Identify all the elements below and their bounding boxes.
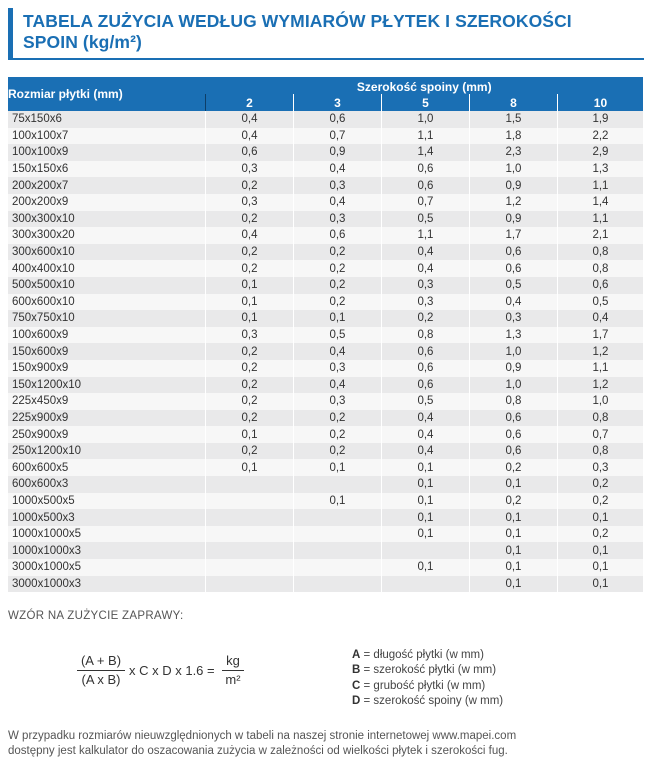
consumption-value-cell: 0,2 [206, 211, 294, 228]
consumption-value-cell: 0,2 [381, 310, 469, 327]
consumption-value-cell: 0,8 [557, 244, 643, 261]
consumption-value-cell [293, 509, 381, 526]
consumption-value-cell: 0,3 [293, 177, 381, 194]
consumption-value-cell: 1,1 [557, 177, 643, 194]
consumption-value-cell: 0,2 [206, 443, 294, 460]
consumption-value-cell: 0,1 [469, 576, 557, 593]
consumption-value-cell: 0,6 [381, 161, 469, 178]
table-row [8, 509, 643, 526]
tile-size-cell: 200x200x7 [8, 177, 206, 194]
consumption-value-cell: 0,6 [469, 426, 557, 443]
consumption-value-cell: 0,2 [206, 177, 294, 194]
consumption-value-cell: 1,0 [381, 111, 469, 128]
footnote-line-2: dostępny jest kalkulator do oszacowania zużycia w zależności od wielkości płytek i szerokości fug. [8, 745, 508, 757]
consumption-value-cell: 0,1 [381, 559, 469, 576]
table-row [8, 244, 643, 261]
table-row [8, 526, 643, 543]
consumption-value-cell: 0,1 [293, 310, 381, 327]
consumption-value-cell: 0,2 [557, 526, 643, 543]
consumption-value-cell: 0,6 [469, 443, 557, 460]
consumption-value-cell: 1,0 [469, 377, 557, 394]
tile-size-cell: 1000x1000x5 [8, 526, 206, 543]
consumption-value-cell: 0,4 [293, 377, 381, 394]
table-row [8, 144, 643, 161]
consumption-value-cell: 1,1 [557, 360, 643, 377]
tile-size-cell: 3000x1000x5 [8, 559, 206, 576]
consumption-value-cell: 0,4 [381, 244, 469, 261]
table-row [8, 393, 643, 410]
table-row [8, 227, 643, 244]
consumption-value-cell: 0,4 [381, 410, 469, 427]
tile-size-cell: 600x600x10 [8, 294, 206, 311]
consumption-value-cell [206, 509, 294, 526]
footnote-line-1: W przypadku rozmiarów nieuwzględnionych w tabeli na naszej stronie internetowej www.mapei.com [8, 730, 517, 742]
consumption-value-cell: 0,3 [381, 277, 469, 294]
consumption-value-cell: 0,5 [381, 393, 469, 410]
consumption-value-cell: 1,2 [557, 377, 643, 394]
consumption-value-cell: 0,7 [381, 194, 469, 211]
tile-size-cell: 500x500x10 [8, 277, 206, 294]
tile-size-cell: 3000x1000x3 [8, 576, 206, 593]
table-row [8, 294, 643, 311]
consumption-value-cell: 0,6 [293, 111, 381, 128]
consumption-value-cell: 0,5 [381, 211, 469, 228]
table-row [8, 194, 643, 211]
tile-size-cell: 150x600x9 [8, 343, 206, 360]
legend-item: A = długość płytki (w mm) [352, 649, 484, 661]
consumption-value-cell: 0,3 [206, 327, 294, 344]
tile-size-cell: 300x600x10 [8, 244, 206, 261]
consumption-value-cell: 0,8 [557, 443, 643, 460]
consumption-value-cell [206, 493, 294, 510]
consumption-value-cell: 0,3 [206, 194, 294, 211]
tile-size-cell: 1000x500x5 [8, 493, 206, 510]
consumption-value-cell [206, 576, 294, 593]
consumption-value-cell: 0,9 [469, 177, 557, 194]
consumption-value-cell: 0,3 [293, 211, 381, 228]
consumption-value-cell: 0,4 [206, 128, 294, 145]
consumption-value-cell: 0,6 [206, 144, 294, 161]
consumption-value-cell: 0,2 [293, 294, 381, 311]
consumption-value-cell: 0,2 [293, 260, 381, 277]
consumption-value-cell: 0,9 [293, 144, 381, 161]
formula-fraction [77, 653, 125, 688]
consumption-value-cell: 1,5 [469, 111, 557, 128]
consumption-value-cell: 0,4 [469, 294, 557, 311]
tile-size-cell: 100x100x9 [8, 144, 206, 161]
table-row [8, 493, 643, 510]
consumption-value-cell: 1,0 [557, 393, 643, 410]
consumption-value-cell: 0,6 [381, 177, 469, 194]
consumption-table [8, 77, 643, 592]
consumption-value-cell: 1,4 [381, 144, 469, 161]
consumption-value-cell: 0,6 [381, 360, 469, 377]
table-row [8, 426, 643, 443]
consumption-value-cell: 0,1 [293, 493, 381, 510]
consumption-value-cell: 0,2 [469, 459, 557, 476]
table-row [8, 211, 643, 228]
width-header: 3 [293, 94, 381, 111]
consumption-value-cell: 1,0 [469, 161, 557, 178]
consumption-value-cell: 1,0 [469, 343, 557, 360]
title-line-2: SPOIN (kg/m²) [23, 32, 142, 52]
consumption-value-cell: 0,1 [206, 294, 294, 311]
tile-size-cell: 250x1200x10 [8, 443, 206, 460]
consumption-value-cell [293, 476, 381, 493]
consumption-value-cell: 0,4 [293, 194, 381, 211]
tile-size-cell: 100x100x7 [8, 128, 206, 145]
tile-size-cell: 225x900x9 [8, 410, 206, 427]
tile-size-cell: 200x200x9 [8, 194, 206, 211]
consumption-value-cell: 0,2 [293, 443, 381, 460]
consumption-value-cell: 0,5 [469, 277, 557, 294]
consumption-value-cell: 0,1 [469, 542, 557, 559]
consumption-value-cell: 0,1 [381, 509, 469, 526]
consumption-value-cell: 2,9 [557, 144, 643, 161]
consumption-value-cell: 0,1 [557, 542, 643, 559]
consumption-value-cell: 0,6 [469, 410, 557, 427]
consumption-value-cell: 1,4 [557, 194, 643, 211]
consumption-value-cell: 0,1 [557, 559, 643, 576]
table-row [8, 327, 643, 344]
tile-size-cell: 600x600x5 [8, 459, 206, 476]
consumption-value-cell [381, 576, 469, 593]
formula-denominator: (A x B) [81, 672, 121, 687]
formula-label: WZÓR NA ZUŻYCIE ZAPRAWY: [8, 610, 184, 622]
consumption-value-cell: 0,4 [557, 310, 643, 327]
tile-size-cell: 100x600x9 [8, 327, 206, 344]
consumption-value-cell: 0,4 [206, 227, 294, 244]
table-row [8, 542, 643, 559]
size-column-header: Rozmiar płytki (mm) [8, 77, 206, 111]
consumption-value-cell: 1,8 [469, 128, 557, 145]
tile-size-cell: 150x150x6 [8, 161, 206, 178]
consumption-value-cell [293, 559, 381, 576]
width-header: 2 [206, 94, 294, 111]
consumption-value-cell: 0,1 [469, 509, 557, 526]
consumption-value-cell: 0,8 [557, 410, 643, 427]
table-row [8, 443, 643, 460]
consumption-value-cell: 0,1 [206, 277, 294, 294]
table-row [8, 161, 643, 178]
consumption-value-cell: 0,3 [293, 360, 381, 377]
consumption-value-cell: 0,6 [469, 244, 557, 261]
consumption-value-cell: 0,4 [381, 260, 469, 277]
consumption-value-cell: 0,2 [293, 244, 381, 261]
legend-item: D = szerokość spoiny (w mm) [352, 694, 504, 707]
table-row [8, 576, 643, 593]
formula-legend [352, 648, 503, 709]
consumption-value-cell: 0,1 [381, 493, 469, 510]
table-row [8, 177, 643, 194]
joint-width-group-header: Szerokość spoiny (mm) [206, 77, 644, 94]
consumption-value-cell: 0,3 [469, 310, 557, 327]
consumption-value-cell: 0,8 [469, 393, 557, 410]
consumption-value-cell: 0,6 [469, 260, 557, 277]
consumption-value-cell: 0,4 [293, 343, 381, 360]
tile-size-cell: 1000x1000x3 [8, 542, 206, 559]
consumption-value-cell: 0,2 [206, 393, 294, 410]
consumption-value-cell: 0,1 [206, 310, 294, 327]
tile-size-cell: 600x600x3 [8, 476, 206, 493]
tile-size-cell: 225x450x9 [8, 393, 206, 410]
consumption-value-cell [293, 526, 381, 543]
consumption-value-cell: 1,2 [557, 343, 643, 360]
tile-size-cell: 400x400x10 [8, 260, 206, 277]
consumption-value-cell: 0,2 [206, 360, 294, 377]
consumption-value-cell: 0,6 [557, 277, 643, 294]
consumption-value-cell: 0,2 [557, 493, 643, 510]
consumption-value-cell: 0,1 [293, 459, 381, 476]
consumption-value-cell: 0,4 [293, 161, 381, 178]
consumption-value-cell: 0,6 [293, 227, 381, 244]
consumption-value-cell: 0,4 [381, 426, 469, 443]
consumption-value-cell: 1,3 [557, 161, 643, 178]
table-row [8, 459, 643, 476]
consumption-value-cell: 0,2 [469, 493, 557, 510]
consumption-value-cell: 0,1 [206, 459, 294, 476]
consumption-value-cell: 1,1 [557, 211, 643, 228]
consumption-value-cell: 0,2 [557, 476, 643, 493]
consumption-value-cell: 2,1 [557, 227, 643, 244]
formula-numerator: (A + B) [77, 653, 125, 671]
consumption-value-cell: 0,2 [293, 410, 381, 427]
page-title [23, 11, 623, 53]
consumption-value-cell: 0,1 [206, 426, 294, 443]
tile-size-cell: 250x900x9 [8, 426, 206, 443]
consumption-value-cell: 0,9 [469, 360, 557, 377]
table-row [8, 360, 643, 377]
table-row [8, 260, 643, 277]
legend-item: C = grubość płytki (w mm) [352, 679, 486, 692]
table-row [8, 410, 643, 427]
tile-size-cell: 750x750x10 [8, 310, 206, 327]
consumption-value-cell: 0,9 [469, 211, 557, 228]
table-row [8, 277, 643, 294]
consumption-value-cell [206, 542, 294, 559]
consumption-value-cell: 0,1 [381, 526, 469, 543]
consumption-value-cell: 0,2 [206, 244, 294, 261]
consumption-value-cell: 0,1 [381, 476, 469, 493]
consumption-value-cell: 0,2 [206, 343, 294, 360]
consumption-value-cell: 0,1 [557, 509, 643, 526]
consumption-value-cell: 0,1 [381, 459, 469, 476]
consumption-value-cell: 0,1 [469, 526, 557, 543]
formula-unit-numerator: kg [222, 653, 244, 671]
title-line-1: TABELA ZUŻYCIA WEDŁUG WYMIARÓW PŁYTEK I SZEROKOŚCI [23, 11, 572, 31]
consumption-value-cell: 0,3 [206, 161, 294, 178]
consumption-value-cell: 0,2 [293, 426, 381, 443]
title-block [8, 8, 644, 60]
width-header: 5 [381, 94, 469, 111]
width-header: 10 [557, 94, 643, 111]
consumption-value-cell: 0,8 [557, 260, 643, 277]
table-body [8, 111, 643, 592]
consumption-value-cell: 1,2 [469, 194, 557, 211]
consumption-value-cell: 2,2 [557, 128, 643, 145]
consumption-value-cell: 1,7 [469, 227, 557, 244]
tile-size-cell: 150x1200x10 [8, 377, 206, 394]
consumption-value-cell: 1,9 [557, 111, 643, 128]
consumption-value-cell: 0,2 [293, 277, 381, 294]
consumption-value-cell: 0,3 [557, 459, 643, 476]
consumption-value-cell: 0,4 [206, 111, 294, 128]
legend-item: B = szerokość płytki (w mm) [352, 664, 497, 677]
footnote [8, 729, 648, 759]
table-row [8, 559, 643, 576]
consumption-value-cell: 0,1 [469, 476, 557, 493]
consumption-value-cell: 0,3 [381, 294, 469, 311]
consumption-value-cell: 0,5 [293, 327, 381, 344]
consumption-value-cell: 1,1 [381, 128, 469, 145]
consumption-value-cell: 0,2 [206, 410, 294, 427]
consumption-value-cell: 0,1 [557, 576, 643, 593]
consumption-value-cell [381, 542, 469, 559]
consumption-value-cell: 0,6 [381, 377, 469, 394]
consumption-value-cell: 0,7 [557, 426, 643, 443]
tile-size-cell: 75x150x6 [8, 111, 206, 128]
consumption-value-cell [293, 576, 381, 593]
table-row [8, 128, 643, 145]
consumption-value-cell: 1,7 [557, 327, 643, 344]
table-row [8, 343, 643, 360]
consumption-value-cell: 0,7 [293, 128, 381, 145]
table-row [8, 310, 643, 327]
table-row [8, 476, 643, 493]
consumption-value-cell: 0,3 [293, 393, 381, 410]
consumption-value-cell: 2,3 [469, 144, 557, 161]
tile-size-cell: 300x300x20 [8, 227, 206, 244]
consumption-value-cell: 0,8 [381, 327, 469, 344]
consumption-value-cell: 1,1 [381, 227, 469, 244]
formula-middle: x C x D x 1.6 = [129, 663, 215, 678]
table-row [8, 111, 643, 128]
formula-unit-denominator: m² [225, 672, 241, 687]
consumption-value-cell: 0,6 [381, 343, 469, 360]
consumption-value-cell: 0,1 [469, 559, 557, 576]
consumption-value-cell [206, 526, 294, 543]
consumption-value-cell: 0,5 [557, 294, 643, 311]
table-row [8, 377, 643, 394]
tile-size-cell: 300x300x10 [8, 211, 206, 228]
consumption-value-cell [206, 559, 294, 576]
consumption-value-cell [293, 542, 381, 559]
width-header: 8 [469, 94, 557, 111]
tile-size-cell: 150x900x9 [8, 360, 206, 377]
tile-size-cell: 1000x500x3 [8, 509, 206, 526]
consumption-value-cell: 0,2 [206, 260, 294, 277]
consumption-value-cell: 0,2 [206, 377, 294, 394]
consumption-value-cell [206, 476, 294, 493]
consumption-value-cell: 0,4 [381, 443, 469, 460]
formula-unit [222, 653, 244, 688]
consumption-value-cell: 1,3 [469, 327, 557, 344]
